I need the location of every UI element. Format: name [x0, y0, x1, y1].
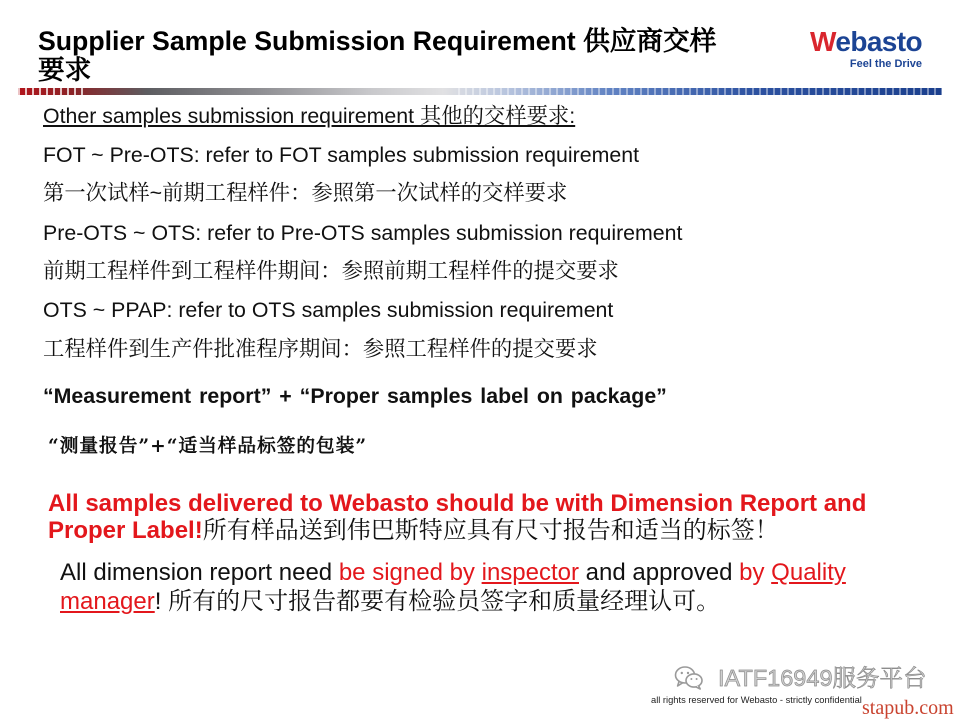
phase-1-requirement-en: FOT ~ Pre-OTS: refer to FOT samples submission requirement: [43, 143, 639, 167]
deliverables-cn: “测量报告”+“适当样品标签的包装”: [48, 435, 368, 457]
wechat-icon: [674, 665, 704, 691]
confidentiality-notice: all rights reserved for Webasto - strictly confidential: [651, 695, 862, 705]
deliverables-en: “Measurement report” + “Proper samples label on package”: [43, 384, 667, 408]
webasto-logo: [800, 26, 926, 76]
header-divider-band: [18, 88, 942, 95]
approval-inspector: inspector: [481, 559, 579, 586]
site-watermark: stapub.com: [862, 697, 954, 719]
approval-signed: be signed by: [338, 559, 475, 586]
phase-3-requirement-en: OTS ~ PPAP: refer to OTS samples submission requirement: [43, 298, 614, 322]
watermark-text: IATF16949服务平台: [718, 665, 927, 691]
logo-tagline: Feel the Drive: [849, 58, 922, 70]
phase-1-requirement-cn: 第一次试样~前期工程样件：参照第一次试样的交样要求: [43, 181, 568, 205]
approval-middle: and approved: [585, 559, 733, 586]
delivery-rule: [48, 490, 898, 544]
delivery-rule-cn: 所有样品送到伟巴斯特应具有尺寸报告和适当的标签！: [202, 517, 779, 544]
approval-tail: ! 所有的尺寸报告都要有检验员签字和质量经理认可。: [154, 588, 721, 615]
approval-note: [60, 558, 890, 616]
band-stripes-right: [458, 88, 942, 95]
approval-quality-manager: Quality manager: [60, 559, 846, 615]
logo-wordmark: Webasto: [810, 26, 922, 57]
band-stripes-left: [18, 88, 84, 95]
section-heading: Other samples submission requirement 其他的交样要求:: [43, 104, 576, 128]
slide-title: Supplier Sample Submission Requirement 供应商交样要求: [38, 26, 717, 85]
approval-by: by: [739, 559, 765, 586]
delivery-rule-emphasis: All samples delivered to Webasto should be with Dimension Report and Proper Label!: [48, 490, 867, 544]
phase-3-requirement-cn: 工程样件到生产件批准程序期间：参照工程样件的提交要求: [43, 337, 598, 361]
phase-2-requirement-cn: 前期工程样件到工程样件期间：参照前期工程样件的提交要求: [43, 259, 619, 283]
approval-lead: All dimension report need: [60, 559, 333, 586]
phase-2-requirement-en: Pre-OTS ~ OTS: refer to Pre-OTS samples submission requirement: [43, 221, 683, 245]
